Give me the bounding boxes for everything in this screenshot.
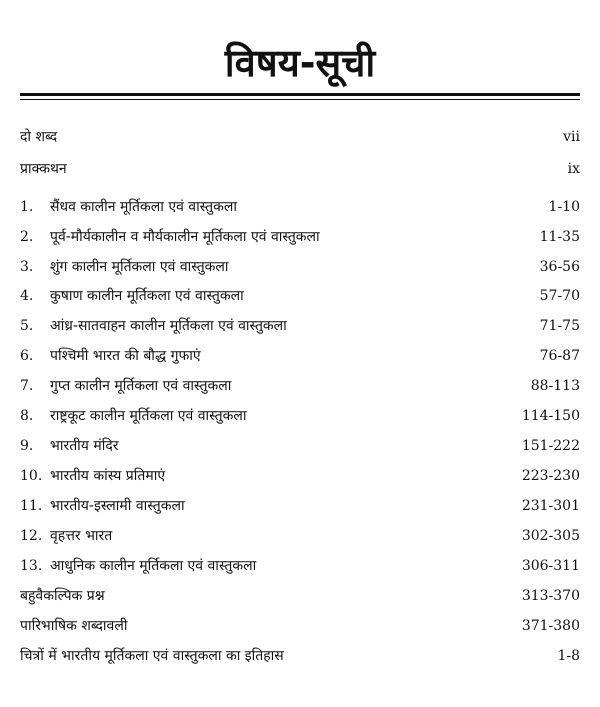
- toc-row-back-3: [20, 644, 580, 668]
- toc-page: 1-8: [557, 648, 580, 664]
- toc-row-chapter-11: [20, 494, 580, 518]
- toc-row-chapter-9: [20, 434, 580, 458]
- toc-page: 114-150: [521, 408, 580, 424]
- title-rule-thick: [20, 93, 580, 96]
- toc-page: vii: [563, 129, 580, 145]
- title-rule-thin: [20, 99, 580, 100]
- toc-page: 371-380: [521, 618, 580, 634]
- toc-number: 6.: [20, 348, 34, 364]
- toc-row-chapter-4: [20, 284, 580, 308]
- toc-number: 10.: [20, 468, 43, 484]
- toc-row-front-2: [20, 157, 580, 181]
- toc-label: प्राक्कथन: [20, 161, 67, 177]
- toc-label: भारतीय कांस्य प्रतिमाएं: [50, 468, 166, 484]
- toc-number: 3.: [20, 259, 34, 275]
- toc-label: पश्चिमी भारत की बौद्ध गुफाएं: [50, 348, 201, 364]
- toc-number: 9.: [20, 438, 34, 454]
- toc-label: राष्ट्रकूट कालीन मूर्तिकला एवं वास्तुकला: [50, 408, 247, 424]
- toc-row-chapter-13: [20, 554, 580, 578]
- toc-row-chapter-2: [20, 225, 580, 249]
- toc-label: आंध्र-सातवाहन कालीन मूर्तिकला एवं वास्तुकला: [50, 318, 287, 334]
- toc-label: भारतीय-इस्लामी वास्तुकला: [50, 498, 185, 514]
- toc-row-back-2: [20, 614, 580, 638]
- toc-label: बहुवैकल्पिक प्रश्न: [20, 588, 105, 604]
- toc-label: शुंग कालीन मूर्तिकला एवं वास्तुकला: [50, 259, 229, 275]
- toc-row-back-1: [20, 584, 580, 608]
- toc-page: 313-370: [521, 588, 580, 604]
- toc-page: 36-56: [539, 259, 580, 275]
- toc-number: 1.: [20, 199, 34, 215]
- toc-row-chapter-5: [20, 314, 580, 338]
- toc-page: 11-35: [539, 229, 580, 245]
- toc-page: 302-305: [521, 528, 580, 544]
- toc-row-chapter-10: [20, 464, 580, 488]
- toc-row-front-1: [20, 125, 580, 149]
- toc-page: 1-10: [548, 199, 580, 215]
- toc-page: ix: [567, 161, 580, 177]
- toc-number: 7.: [20, 378, 34, 394]
- toc-number: 11.: [20, 498, 43, 514]
- toc-page: 306-311: [521, 558, 580, 574]
- toc-number: 12.: [20, 528, 43, 544]
- toc-page: 57-70: [539, 288, 580, 304]
- toc-label: वृहत्तर भारत: [50, 528, 113, 544]
- toc-label: भारतीय मंदिर: [50, 438, 119, 454]
- toc-label: गुप्त कालीन मूर्तिकला एवं वास्तुकला: [50, 378, 232, 394]
- toc-label: दो शब्द: [20, 129, 58, 145]
- toc-label: पारिभाषिक शब्दावली: [20, 618, 128, 634]
- toc-number: 8.: [20, 408, 34, 424]
- toc-row-chapter-8: [20, 404, 580, 428]
- toc-page: 76-87: [539, 348, 580, 364]
- toc-label: आधुनिक कालीन मूर्तिकला एवं वास्तुकला: [50, 558, 257, 574]
- toc-label: सैंधव कालीन मूर्तिकला एवं वास्तुकला: [50, 199, 238, 215]
- toc-row-chapter-3: [20, 255, 580, 279]
- toc-number: 4.: [20, 288, 34, 304]
- toc-label: चित्रों में भारतीय मूर्तिकला एवं वास्तुकला का इतिहास: [20, 648, 284, 664]
- page-title: विषय-सूची: [224, 41, 376, 85]
- toc-page: 223-230: [521, 468, 580, 484]
- toc-row-chapter-1: [20, 195, 580, 219]
- toc-number: 13.: [20, 558, 43, 574]
- toc-label: कुषाण कालीन मूर्तिकला एवं वास्तुकला: [50, 288, 244, 304]
- toc-page: 88-113: [530, 378, 580, 394]
- toc-row-chapter-12: [20, 524, 580, 548]
- toc-row-chapter-7: [20, 374, 580, 398]
- toc-page: 231-301: [521, 498, 580, 514]
- toc-number: 5.: [20, 318, 34, 334]
- toc-label: पूर्व-मौर्यकालीन व मौर्यकालीन मूर्तिकला एवं वास्तुकला: [50, 229, 320, 245]
- toc-row-chapter-6: [20, 344, 580, 368]
- toc-number: 2.: [20, 229, 34, 245]
- toc-page: 71-75: [539, 318, 580, 334]
- toc-page: 151-222: [521, 438, 580, 454]
